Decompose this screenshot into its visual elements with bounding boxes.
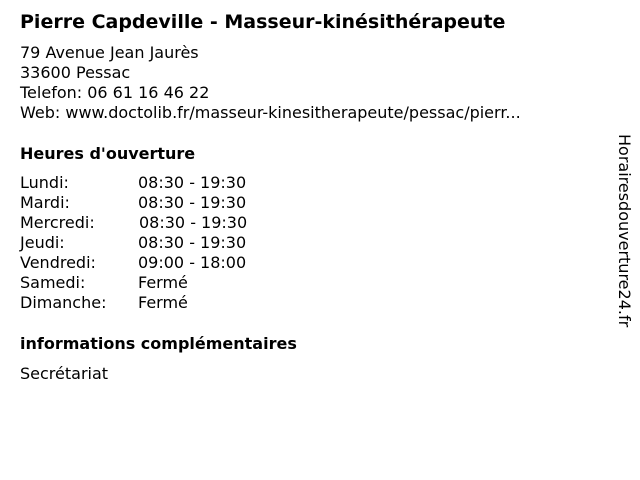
additional-info-heading: informations complémentaires <box>20 334 297 353</box>
time-range: Fermé <box>138 293 188 312</box>
phone-number: Telefon: 06 61 16 46 22 <box>20 83 210 102</box>
time-range: 08:30 - 19:30 <box>138 173 247 192</box>
opening-hours-heading: Heures d'ouverture <box>20 144 196 163</box>
additional-info-text: Secrétariat <box>20 364 109 383</box>
watermark-text: Horairesdouverture24.fr <box>615 134 634 328</box>
time-range: 08:30 - 19:30 <box>138 193 247 212</box>
day-label: Vendredi: <box>20 253 96 272</box>
day-label: Mardi: <box>20 193 70 212</box>
day-label: Lundi: <box>20 173 69 192</box>
time-range: Fermé <box>138 273 188 292</box>
day-label: Dimanche: <box>20 293 107 312</box>
postal-city: 33600 Pessac <box>20 63 131 82</box>
page-title: Pierre Capdeville - Masseur-kinésithérapeute <box>20 11 506 33</box>
day-label: Samedi: <box>20 273 86 292</box>
street-address: 79 Avenue Jean Jaurès <box>20 43 199 62</box>
time-range: 09:00 - 18:00 <box>138 253 247 272</box>
website-link[interactable]: Web: www.doctolib.fr/masseur-kinesitherapeute/pessac/pierr... <box>20 103 521 122</box>
time-range: 08:30 - 19:30 <box>138 233 247 252</box>
time-range: 08:30 - 19:30 <box>139 213 248 232</box>
address-block <box>20 43 521 123</box>
day-label: Jeudi: <box>20 233 65 252</box>
day-label: Mercredi: <box>20 213 95 232</box>
